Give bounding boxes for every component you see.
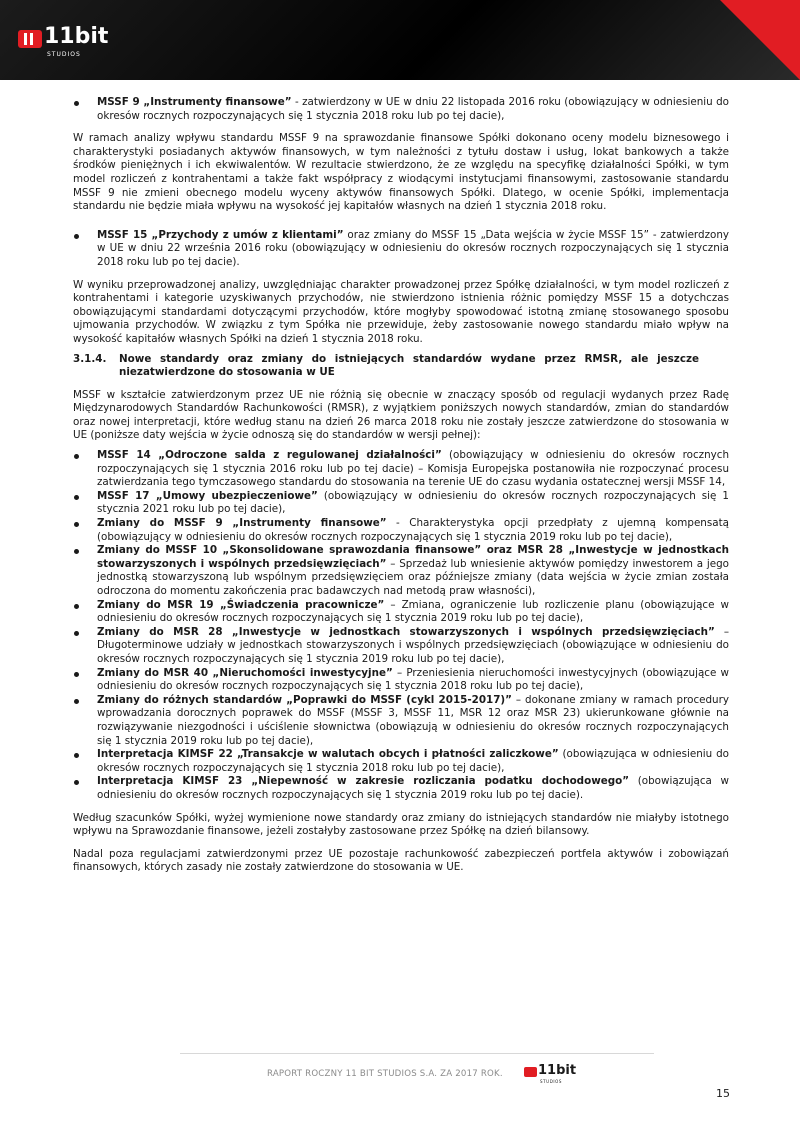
list-item-text: – dokonane zmiany w ramach procedury wprowadzania dorocznych poprawek do MSSF (MSSF 3, MSSF 11, MSR 12 oraz MSR 23) ukierunkowane głównie na rozwiązywanie niezgodności i uściślenie słownictwa (obowiązują w odniesieniu do okresów rocznych rozpoczynających się 1 stycznia 2019 roku lub po tej dacie),: [97, 693, 729, 747]
list-item: [73, 544, 729, 598]
list-item: [73, 599, 729, 626]
list-item: [73, 517, 729, 544]
paragraph-mssf9-analysis: W ramach analizy wpływu standardu MSSF 9 na sprawozdanie finansowe Spółki dokonano oceny modelu biznesowego i charakterystyki posiadanych aktywów finansowych, w tym należności z tytułu dostaw i usług, lokat bankowych a także środków pieniężnych i ich ekwiwalentów. W rezultacie stwierdzono, że ze względu na specyfikę działalności Spółki, w tym model rozliczeń z kontrahentami a także fakt współpracy z wiodącymi instytucjami finansowymi, zastosowanie standardu MSSF 9 nie zmieni obecnego modelu wyceny aktywów finansowych Spółki. Dlatego, w ocenie Spółki, implementacja standardu nie będzie miała wpływu na wysokość jej kapitałów własnych na dzień 1 stycznia 2018 roku.: [73, 132, 729, 213]
list-item: [73, 667, 729, 694]
list-item: [73, 694, 729, 748]
list-item-title: Zmiany do MSSF 9 „Instrumenty finansowe”: [97, 517, 387, 530]
paragraph-mssf15-analysis: W wyniku przeprowadzonej analizy, uwzględniając charakter prowadzonej przez Spółkę działalności, w tym model rozliczeń z kontrahentami i kategorie uzyskiwanych przychodów, nie stwierdzono istnienia różnic pomiędzy MSSF 15 a dotychczas obowiązującymi standardami dotyczącymi przychodów, które mogłyby spowodować istotną zmianę stosowanego sposobu ujmowania przychodów. W związku z tym Spółka nie przewiduje, żeby zastosowanie nowego standardu miało wpływ na wysokość kapitałów własnych Spółki na dzień 1 stycznia 2018 roku.: [73, 278, 729, 345]
list-item: [73, 748, 729, 775]
list-item-text: (obowiązujący w odniesieniu do okresów rocznych rozpoczynających się 1 stycznia 2016 roku lub po tej dacie) – Komisja Europejska postanowiła nie rozpoczynać procesu zatwierdzania tego tymczasowego standardu do stosowania na terenie UE do czasu wydania ostatecznej wersji MSSF 14,: [97, 449, 730, 489]
bullet-mssf15: [73, 229, 729, 270]
page-number: 15: [716, 1087, 730, 1100]
list-item-text: (obowiązująca w odniesieniu do okresów rocznych rozpoczynających się 1 stycznia 2019 roku lub po tej dacie).: [97, 775, 729, 801]
bullet-text: - zatwierdzony w UE w dniu 22 listopada 2016 roku (obowiązujący w odniesieniu do okresów rocznych rozpoczynających się 1 stycznia 2018 roku lub po tej dacie),: [97, 96, 729, 122]
section-heading: [73, 353, 729, 380]
company-logo: [18, 26, 108, 66]
list-item-text: – Sprzedaż lub wniesienie aktywów pomiędzy inwestorem a jego jednostką stowarzyszoną lub wspólnym przedsięwzięciem oraz późniejsze zmiany (data wejścia w życie zmian została odroczona do momentu zakończenia prac badawczych nad metodą praw własności),: [97, 557, 729, 597]
list-item-title: Interpretacja KIMSF 22 „Transakcje w walutach obcych i płatności zaliczkowe”: [97, 748, 559, 761]
section-title: Nowe standardy oraz zmiany do istniejących standardów wydane przez RMSR, ale jeszcze niezatwierdzone do stosowania w UE: [119, 352, 699, 379]
list-item-text: (obowiązujący w odniesieniu do okresów rocznych rozpoczynających się 1 stycznia 2021 roku lub po tej dacie),: [97, 489, 729, 516]
page-content: [73, 96, 729, 875]
bullet-text: oraz zmiany do MSSF 15 „Data wejścia w życie MSSF 15” - zatwierdzony w UE w dniu 22 września 2016 roku (obowiązujący w odniesieniu do okresów rocznych rozpoczynających się 1 stycznia 2018 roku lub po tej dacie).: [97, 228, 730, 268]
list-item-text: – Długoterminowe udziały w jednostkach stowarzyszonych i wspólnych przedsięwzięciach (obowiązujące w odniesieniu do okresów rocznych rozpoczynających się 1 stycznia 2019 roku lub po tej dacie),: [97, 625, 729, 665]
list-item-text: – Zmiana, ograniczenie lub rozliczenie planu (obowiązujące w odniesieniu do okresów rocznych rozpoczynających się 1 stycznia 2019 roku lub po tej dacie),: [97, 598, 729, 625]
list-item-text: - Charakterystyka opcji przedpłaty z ujemną kompensatą (obowiązujący w odniesieniu do okresów rocznych rozpoczynających się 1 stycznia 2019 roku lub po tej dacie),: [97, 517, 729, 543]
list-item: [73, 449, 729, 490]
list-item: [73, 626, 729, 667]
footer-divider: [180, 1053, 654, 1054]
paragraph-intro: MSSF w kształcie zatwierdzonym przez UE nie różnią się obecnie w znaczący sposób od regulacji wydanych przez Radę Międzynarodowych Standardów Rachunkowości (RMSR), z wyjątkiem poniższych nowych standardów, zmian do standardów oraz nowej interpretacji, które według stanu na dzień 26 marca 2018 roku nie zostały jeszcze zatwierdzone do stosowania w UE (poniższe daty wejścia w życie odnoszą się do standardów w wersji pełnej):: [73, 388, 729, 442]
footer-logo-text: 11bit: [538, 1063, 577, 1078]
list-item-text: (obowiązująca w odniesieniu do okresów rocznych rozpoczynających się 1 stycznia 2018 roku lub po tej dacie),: [97, 748, 729, 774]
paragraph-estimate: Według szacunków Spółki, wyżej wymienione nowe standardy oraz zmiany do istniejących standardów nie miałyby istotnego wpływu na Sprawozdanie finansowe, jeżeli zostałyby zastosowane przez Spółkę na dzień bilansowy.: [73, 811, 729, 838]
section-number: 3.1.4.: [73, 352, 107, 365]
standards-list: [73, 449, 729, 802]
list-item: [73, 775, 729, 802]
bullet-title: MSSF 15 „Przychody z umów z klientami”: [97, 228, 344, 241]
page-header: [0, 0, 800, 80]
footer-logo: [524, 1063, 577, 1086]
bullet-title: MSSF 9 „Instrumenty finansowe”: [97, 96, 292, 108]
logo-subtext: STUDIOS: [47, 51, 81, 58]
logo-text: 11bit: [44, 24, 109, 49]
list-item-title: Zmiany do MSR 19 „Świadczenia pracownicze”: [97, 598, 385, 611]
logo-mark-icon: [18, 30, 42, 48]
list-item-title: Zmiany do MSR 40 „Nieruchomości inwestycyjne”: [97, 666, 393, 679]
list-item: [73, 490, 729, 517]
list-item-title: Zmiany do MSSF 10 „Skonsolidowane sprawozdania finansowe” oraz MSR 28 „Inwestycje w jednostkach stowarzyszonych i wspólnych przedsięwzięciach”: [97, 544, 729, 570]
header-red-corner: [720, 0, 800, 80]
bullet-mssf9: [73, 96, 729, 123]
footer-logo-mark-icon: [524, 1067, 537, 1077]
list-item-title: Zmiany do MSR 28 „Inwestycje w jednostkach stowarzyszonych i wspólnych przedsięwzięciach”: [97, 625, 715, 638]
list-item-title: MSSF 14 „Odroczone salda z regulowanej działalności”: [97, 449, 442, 462]
paragraph-hedge-accounting: Nadal poza regulacjami zatwierdzonymi przez UE pozostaje rachunkowość zabezpieczeń portfela aktywów i zobowiązań finansowych, których zasady nie zostały zatwierdzone do stosowania w UE.: [73, 847, 729, 874]
list-item-title: Zmiany do różnych standardów „Poprawki do MSSF (cykl 2015-2017)”: [97, 693, 512, 706]
footer-logo-subtext: STUDIOS: [540, 1079, 563, 1084]
footer-report-title: RAPORT ROCZNY 11 BIT STUDIOS S.A. ZA 2017 ROK.: [267, 1069, 503, 1079]
list-item-title: MSSF 17 „Umowy ubezpieczeniowe”: [97, 489, 318, 502]
list-item-text: – Przeniesienia nieruchomości inwestycyjnych (obowiązujące w odniesieniu do okresów rocznych rozpoczynających się 1 stycznia 2018 roku lub po tej dacie),: [97, 666, 729, 693]
list-item-title: Interpretacja KIMSF 23 „Niepewność w zakresie rozliczania podatku dochodowego”: [97, 775, 630, 788]
